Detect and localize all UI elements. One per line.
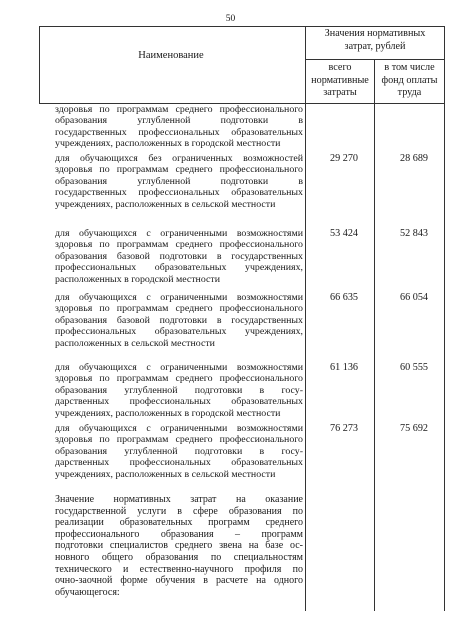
description-line: государственных профессиональных образовательных [55,187,303,199]
description-line: для обучающихся с ограниченными возможностями [55,228,303,239]
description-line: образования углубленной подготовки в [55,115,303,127]
row-fund-value: 60 555 [399,362,428,373]
description-line: дарственных профессиональных образовательных [55,457,303,469]
description-line: учреждениях, расположенных в сельской местности [55,198,276,210]
paragraph-line: государственной услуги в сфере образования по [55,505,303,517]
header-total-line2: нормативные [311,74,369,86]
description-line: образования углубленной подготовки в [55,175,303,187]
row-total-value: 29 270 [329,153,358,164]
header-fund-line3: труда [397,87,422,99]
row-fund-value: 28 689 [399,153,428,164]
description-line: расположенных в городской местности [55,273,220,285]
description-line: здоровья по программам среднего профессионального [55,373,303,385]
page-number: 50 [225,14,236,24]
row-fund-value: 75 692 [399,423,428,434]
paragraph-line: Значение нормативных затрат на оказание [55,494,303,505]
table-row-description [55,423,303,480]
description-line: для обучающихся с ограниченными возможностями [55,362,303,373]
paragraph-line: реализации образовательных программ среднего [55,517,303,529]
table-row-description [55,153,303,210]
description-line: образования базовой подготовки в государственных [55,250,303,262]
paragraph-line: профессионального образования – программ [55,528,303,540]
description-line: профессиональных образовательных учреждениях, [55,326,303,338]
description-line: учреждениях, расположенных в городской местности [55,407,281,419]
header-name: Наименование [138,50,204,61]
description-line: образования базовой подготовки в государственных [55,314,303,326]
table-total-col-border [374,59,375,611]
description-line: расположенных в сельской местности [55,337,215,349]
header-fund [375,62,444,100]
description-line: здоровья по программам среднего профессионального [55,104,303,115]
description-line: учреждениях, расположенных в сельской местности [55,468,276,480]
row-total-value: 66 635 [329,292,358,303]
header-total-line1: всего [328,62,352,73]
table-row-description [55,292,303,349]
table-right-border [444,26,445,611]
table-row-description [55,228,303,285]
description-line: для обучающихся с ограниченными возможностями [55,292,303,303]
description-line: здоровья по программам среднего профессионального [55,434,303,446]
header-fund-line2: фонд оплаты [381,74,438,86]
description-line: здоровья по программам среднего профессионального [55,303,303,315]
row-total-value: 76 273 [329,423,358,434]
row-total-value: 53 424 [329,228,358,239]
paragraph-line: обучающегося: [55,586,120,598]
header-total [306,62,374,100]
table-top-border [39,26,445,27]
table-name-col-border [305,26,306,611]
description-line: образования углубленной подготовки в госу- [55,384,303,396]
table-row-description [55,104,303,150]
row-total-value: 61 136 [329,362,358,373]
row-fund-value: 52 843 [399,228,428,239]
header-fund-line1: в том числе [384,62,435,73]
paragraph-line: подготовки специалистов среднего звена на базе ос- [55,540,303,552]
header-values [306,28,444,53]
description-line: здоровья по программам среднего профессионального [55,239,303,251]
description-line: для обучающихся с ограниченными возможностями [55,423,303,434]
description-line: образования углубленной подготовки в госу- [55,445,303,457]
description-line: здоровья по программам среднего профессионального [55,164,303,176]
header-values-line2: затрат, рублей [344,40,406,52]
header-values-line1: Значения нормативных [324,28,426,39]
paragraph-line: очно-заочной форме обучения в расчете на одного [55,575,303,587]
table-row-description [55,362,303,419]
description-line: профессиональных образовательных учреждениях, [55,262,303,274]
row-fund-value: 66 054 [399,292,428,303]
paragraph-line: новного общего образования по специальностям [55,551,303,563]
table-values-divider [305,59,445,60]
description-line: для обучающихся без ограниченных возможностей [55,153,303,164]
paragraph-line: технического и естественно-научного профиля по [55,563,303,575]
description-line: учреждениях, расположенных в городской местности [55,138,281,150]
description-line: дарственных профессиональных образовательных [55,396,303,408]
bottom-paragraph [55,494,303,598]
header-total-line3: затраты [323,87,357,99]
description-line: государственных профессиональных образовательных [55,126,303,138]
